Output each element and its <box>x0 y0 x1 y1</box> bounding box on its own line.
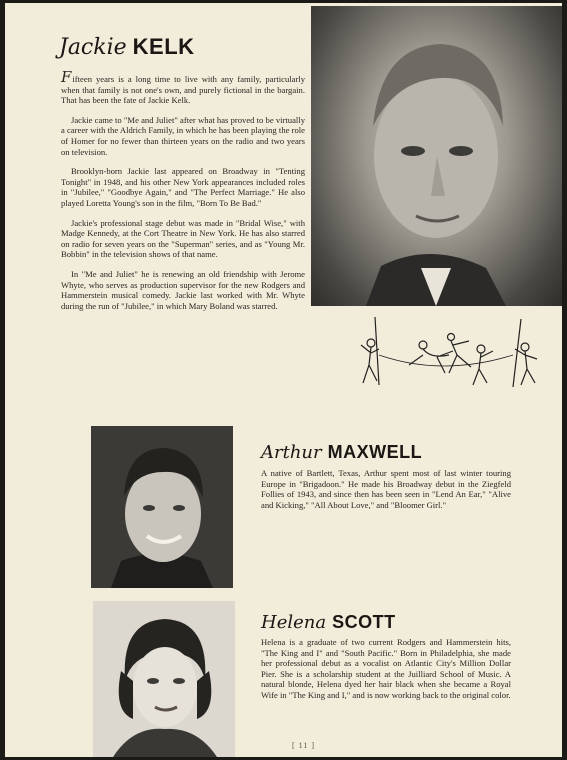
kelk-last-name: KELK <box>132 34 195 59</box>
scott-first-name: Helena <box>261 612 327 633</box>
kelk-bio-para-3: Brooklyn-born Jackie last appeared on Broadway in "Tenting Tonight" in 1948, and his other New York appearances included roles in "Jubilee," "Goodbye Again," and "The Perfect Marriage." He also played Loretta Young's son in the film, "Born To Be Bad." <box>61 166 305 208</box>
kelk-name-heading <box>59 36 195 59</box>
kelk-dropcap: F <box>61 68 72 86</box>
kelk-portrait-photo <box>311 6 562 306</box>
dancers-sketch-illustration <box>353 315 553 395</box>
maxwell-bio <box>261 468 511 519</box>
scott-bio <box>261 637 511 710</box>
program-page <box>5 3 562 757</box>
maxwell-name-heading <box>261 443 422 462</box>
maxwell-portrait-photo <box>91 426 233 588</box>
scott-portrait-photo <box>93 601 235 757</box>
kelk-bio-para-1: Fifteen years is a long time to live with any family, particularly when that family is not one's own, and purely fictional in the bargain. That has been the fate of Jackie Kelk. <box>61 68 305 106</box>
scott-name-heading <box>261 613 396 632</box>
maxwell-bio-para: A native of Bartlett, Texas, Arthur spent most of last winter touring Europe in "Brigadoon." He made his Broadway debut in the Ziegfeld Follies of 1943, and since then has been seen in "Lend An Ear," "Alive and Kicking," "All About Love," and "Bloomer Girl." <box>261 468 511 510</box>
kelk-bio-para-4: Jackie's professional stage debut was made in "Bridal Wise," with Madge Kennedy, at the Cort Theatre in New York. He has also starred on radio for seven years on the "Superman" series, and as "Young Mr. Bobbin" in the television shows of that name. <box>61 217 305 260</box>
maxwell-last-name: MAXWELL <box>327 442 423 462</box>
maxwell-first-name: Arthur <box>261 442 322 463</box>
page-number: [ 11 ] <box>292 741 316 750</box>
scott-bio-para: Helena is a graduate of two current Rodgers and Hammerstein hits, "The King and I" and "South Pacific." Born in Philadelphia, she made her professional debut as a vocalist on Atlantic City's Million Dollar Pier. She is a scholarship student at the Juilliard School of Music. A natural blonde, Helena dyed her hair black when she became a Royal Wife in "The King and I," and is now working back to the original color. <box>261 637 511 700</box>
scott-last-name: SCOTT <box>332 612 396 632</box>
kelk-bio-para-2: Jackie came to "Me and Juliet" after what has proved to be virtually a career with the Aldrich Family, in which he has been playing the role of Homer for no fewer than thirteen years on the radio and two years on television. <box>61 114 305 157</box>
kelk-bio <box>61 68 305 320</box>
kelk-bio-para-5: In "Me and Juliet" he is renewing an old friendship with Jerome Whyte, who serves as production supervisor for the new Rodgers and Hammerstein musical comedy. Jackie last worked with Mr. Whyte during the run of "Jubilee," in which Mary Boland was starred. <box>61 268 305 311</box>
kelk-first-name: Jackie <box>59 35 127 60</box>
